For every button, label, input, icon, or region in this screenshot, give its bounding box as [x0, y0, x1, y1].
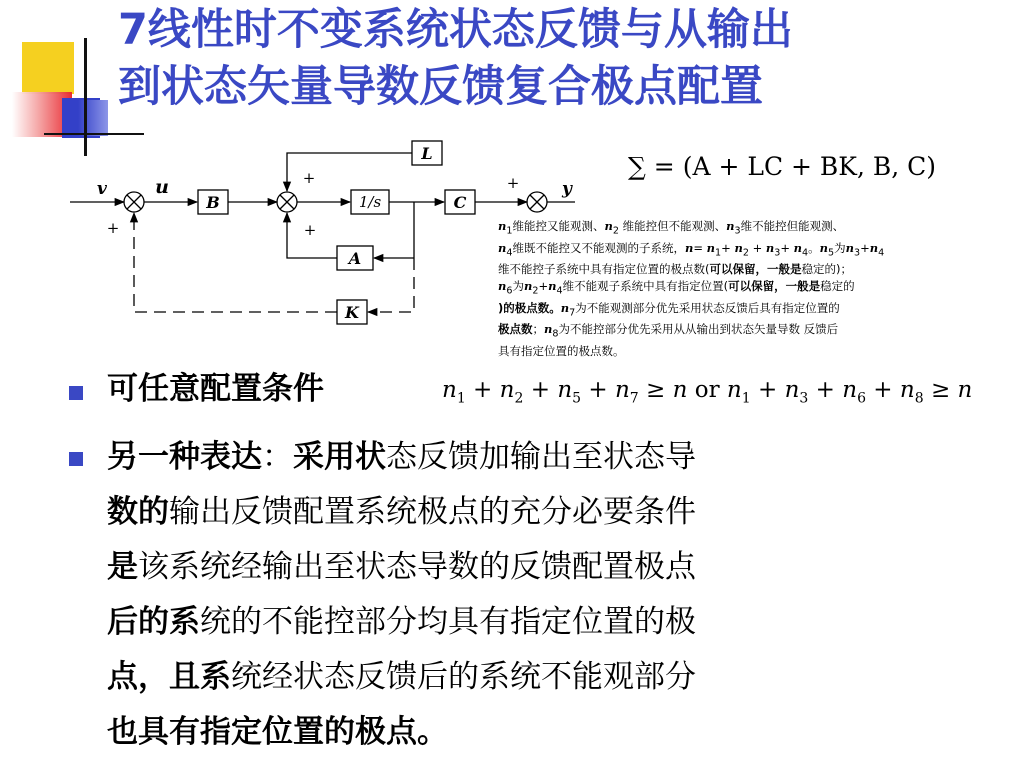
label-block-l: L — [421, 144, 433, 163]
signal-x-to-k — [368, 258, 414, 312]
slide-title — [118, 2, 1023, 116]
label-block-integrator: 1/s — [358, 193, 382, 211]
condition-formula: $n_1 + n_2 + n_5 + n_7 \ge n$ or $n_1 + n_3 + n_6 + n_8 \ge n$ — [442, 377, 973, 407]
system-expression: ∑ = (A + LC + BK, B, C) — [628, 152, 936, 181]
slide-title-line2: 到状态矢量导数反馈复合极点配置 — [118, 62, 763, 112]
plus-sign-j2-bottom: + — [303, 221, 317, 239]
label-y: y — [562, 179, 572, 199]
label-block-k: K — [345, 303, 359, 322]
condition-label: 可任意配置条件 — [107, 371, 324, 407]
decor-yellow-square — [22, 42, 74, 94]
slide-title-line1: 7线性时不变系统状态反馈与从输出 — [118, 5, 793, 55]
label-block-b: B — [206, 193, 220, 212]
bullet-marker-2 — [69, 452, 83, 466]
alternative-expression-paragraph: 另一种表达：采用状态反馈加输出至状态导 数的输出反馈配置系统极点的充分必要条件 是该系统经输出至状态导数的反馈配置极点 后的系统的不能控部分均具有指定位置的极 点，且系统经状态反馈后的系统不能观部分 也具有指定位置的极点。 — [107, 439, 696, 750]
explanation-text: $n_1$维能控又能观测、$n_2$ 维能控但不能观测、$n_3$维不能控但能观测、 $n_4$维既不能控又不能观测的子系统，$n= n_1+ n_2 + n_3+ n_4$。$n_5$为$n_3+n_4$ 维不能控子系统中具有指定位置的极点数(可以保留，一般是稳定的)； $n_6$为$n_2+n_4$维不能观子系统中具有指定位置(可以保留，一般是稳定的 )的极点数。$n_7$为不能观测部分优先采用状态反馈后具有指定位置的 极点数；$n_8$为不能控部分优先采用从从输出到状态矢量导数 反馈后 具有指定位置的极点数。 — [498, 219, 885, 358]
decor-blue-gradient-square — [78, 100, 108, 136]
label-u: u — [155, 176, 169, 198]
label-block-a: A — [348, 249, 362, 268]
formula-or: or — [694, 377, 720, 403]
plus-sign-j1: + — [106, 219, 120, 237]
label-block-c: C — [453, 193, 467, 212]
block-diagram — [62, 138, 482, 338]
bullet-marker-1 — [69, 386, 83, 400]
plus-sign-j3: + — [506, 174, 520, 192]
plus-sign-j2-top: + — [302, 169, 316, 187]
decor-horizontal-line — [44, 133, 144, 135]
label-v: v — [97, 179, 107, 199]
